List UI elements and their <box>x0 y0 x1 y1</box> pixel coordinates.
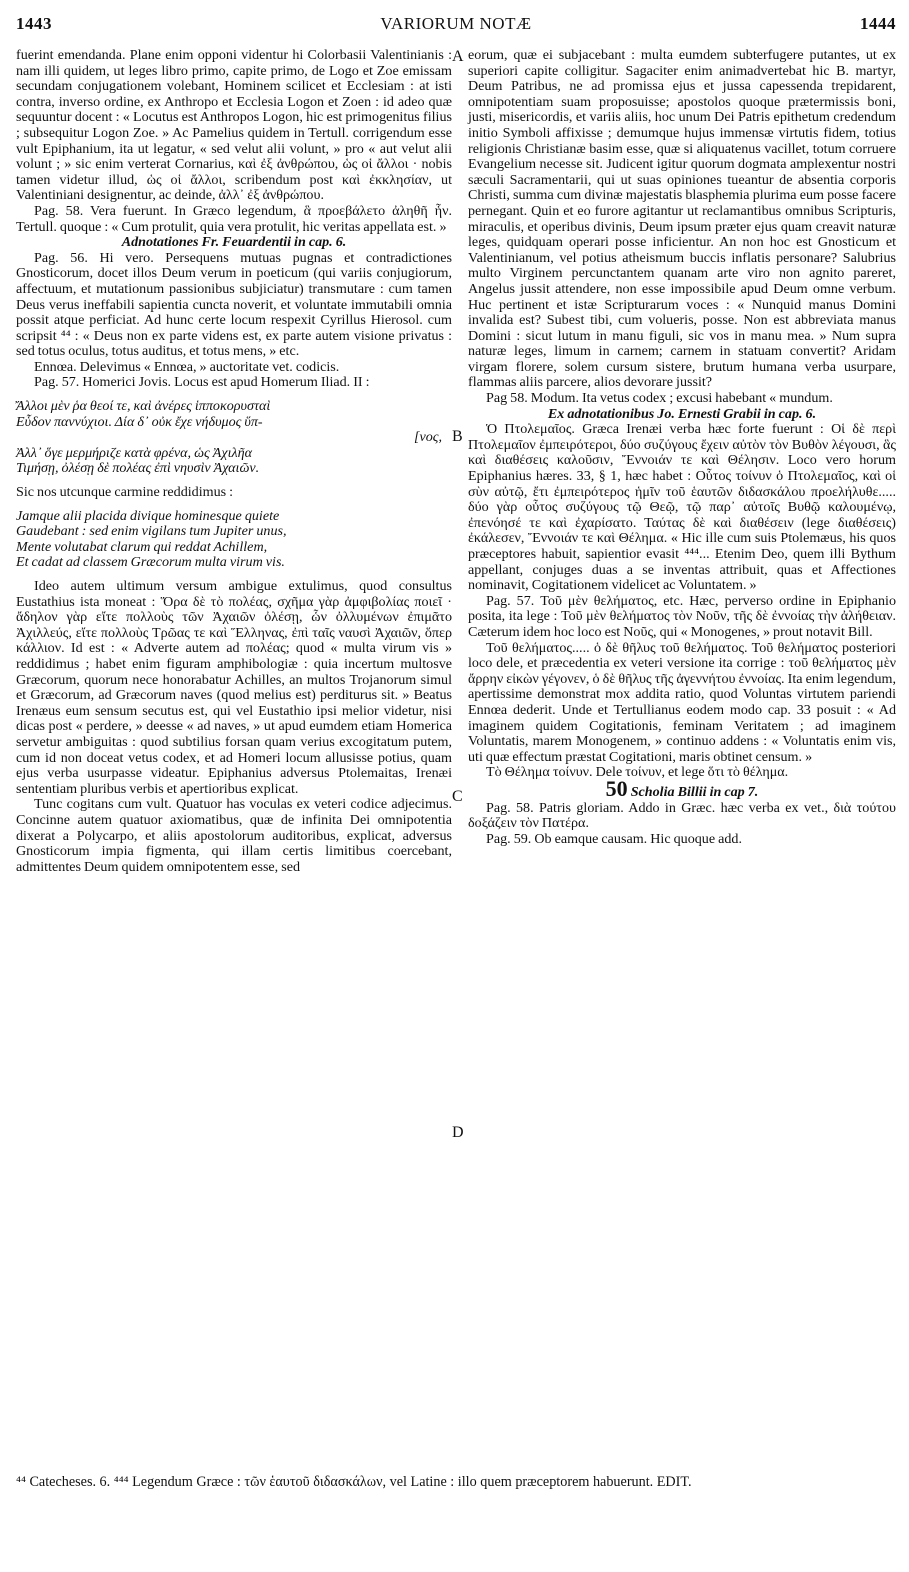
paragraph: Pag 58. Modum. Ita vetus codex ; excusi habebant « mundum. <box>486 390 833 407</box>
section-title <box>468 775 896 801</box>
paragraph: fuerint emendanda. Plane enim opponi videntur hi Colorbasii Valentinianis : nam illi quidem, ut leges libro primo, capite primo, de Logo et Zoe emissam secundam conjugationem volebant, Hominem scilicet et Ecclesiam : at isti contra, inverso ordine, ex Anthropo et Ecclesia Logon et Zoen : id adeo quæ sequuntur docent : « Locutus est Anthropos Logon, hic est primogenitus filius ; subsequitur Logon Zoe. » Ac Pamelius quidem in Tertull. corrigendum esse vult Epiphanium, ita ut legatur, « sed velut alii volunt, » pro « aut velut alii volunt ; » sic enim verterat Cornarius, καὶ ἐξ ἀνθρώπου, ὡς οἱ ἄλλοι · nobis tamen videtur illud, ὡς οἱ ἄλλοι, scribendum post καὶ ἐκκλησίαν, ut Valentiniani designentur, ac deinde, ἀλλ᾽ ἐξ ἀνθρώπου. <box>16 47 452 204</box>
paragraph: Ennœa. Delevimus « Ennœa, » auctoritate vet. codicis. <box>34 358 340 375</box>
right-column <box>468 48 896 847</box>
paragraph: Pag. 58. Vera fuerunt. In Græco legendum, ἃ προεβάλετο ἀληθῆ ἦν. Tertull. quoque : « Cum protulit, quia vera protulit, hic veritas appellata est. » <box>16 202 452 235</box>
verse-line: Gaudebant : sed enim vigilans tum Jupiter unus, <box>16 523 287 540</box>
section-heading: Adnotationes Fr. Feuardentii in cap. 6. <box>121 234 347 251</box>
page <box>16 14 896 1562</box>
paragraph: Pag. 57. Τοῦ μὲν θελήματος, etc. Hæc, perverso ordine in Epiphanio posita, ita lege : Τοῦ μὲν θελήματος τὸν Νοῦν, τῆς δὲ ἐννοίας τὴν ἀλήθειαν. Cæterum idem hoc loco est Νοῦς, qui « Monogenes, » prout notavit Bill. <box>468 592 896 640</box>
verse-line: [νος, <box>413 429 442 446</box>
paragraph: Τοῦ θελήματος..... ὁ δὲ θῆλυς τοῦ θελήματος. Τοῦ θελήματος posteriori loco dele, et præcedentia ex veteri versione ita corrige : τοῦ θελήματος μὲν ἄρρην εἰκὼν γέγονεν, ὁ δὲ θῆλυς τῆς ἀγεννήτου ἐννοίας. Ita enim legendum, apertissime demonstrat mox addita ratio, quod Voluntas virtutem pariendi Ennœa dederit. Unde et Tertullianus eodem modo cap. 33 posuit : « Ad imaginem quidem Cogitationis, feminam Veritatem ; ad imaginem Voluntatis, marem Monogenem, » continuo addens : « Voluntatis enim vis, uti quæ effectum præstat Cogitationi, maris obtinet censum. » <box>468 639 896 765</box>
verse-line: Jamque alii placida divique hominesque quiete <box>16 507 280 524</box>
paragraph: Ὁ Πτολεμαῖος. Græca Irenæi verba hæc forte fuerunt : Οἱ δὲ περὶ Πτολεμαῖον ἐμπειρότεροι, δύο συζύγους ἔχειν αὐτὸν τὸν Βυθὸν λέγουσι, ἃς καὶ διαθέσεις καλοῦσιν, Ἔννοιάν τε καὶ Θέλησιν. Loco vero horum Epiphanius hæres. 33, § 1, hæc habet : Οὗτος τοίνυν ὁ Πτολεμαῖος, καὶ οἱ σὺν αὐτῷ, ἔτι ἐμπειρότερος ἡμῖν τοῦ ἑαυτῶν διδασκάλου προελήλυθε..... δύο γὰρ οὗτος συζύγους τῷ Θεῷ, τῷ παρ᾽ αὐτοῖς Βυθῷ καλουμένῳ, ἐπενόησέ τε καὶ ἐχαρίσατο. Ταύτας δὲ καὶ διαθέσειν (lege διαθέσεις) ἐκάλεσεν, Ἔννοιάν τε καὶ Θέλημα. « Hic ille cum suis Ptolemæus, his quos præceptores habuit, sapientior evasit ⁴⁴⁴... Etenim Deo, quem illi Bythum appellant, conjuges duas a se inventas attribuit, quas et Affectiones nominavit, Cogitationem videlicet ac Voluntatem. » <box>468 421 896 594</box>
verse-line: Εὗδον παννύχιοι. Δία δ᾽ οὐκ ἔχε νήδυμος ὕπ- <box>16 413 263 430</box>
paragraph: eorum, quæ ei subjacebant : multa eumdem subterfugere putantes, ut ex superiori capite colligitur. Sagaciter enim animadvertebat hic B. martyr, Deum Patribus, ne ad promissa ejus et jussa capessenda trepidarent, omnipotentiam suam proposuisse; apostolos quoque prætermissis boni, justi, misericordis, et variis aliis, hoc unum Dei Patris epithetum credendum initio Symboli affixisse ; demumque hujus immensæ virtutis fidem, totius religionis Christianæ basim esse, quæ si aliquatenus vacillet, totum corruere Evangelium necesse sit. Judicent igitur quorum dogmata amplexentur nostri sæculi Sacramentarii, qui ut suas opiniones tueantur de absentia corporis Christi, summa cum divinæ majestatis blasphemia plurima eum posse facere pernegant. Quin et eo furore agitantur ut reclamantibus omnibus Scripturis, miraculis, et operibus divinis, Deum ipsum præter ejus quam creavit naturæ leges, quidquam operari posse inficientur. An non hoc est Gnosticum et Valentinianum, vel potius atheismum buccis inflatis personare? Salubrius multo Virginem percunctantem quanam arte viro non agnito pareret, Angelus jussit attendere, non esse impossibile apud Deum omne verbum. Huc pertinent et istæ Scripturarum voces : « Nunquid manus Domini invalida est? Subest tibi, cum volueris, posse. Non est abbreviata manus Domini : sicut lutum in manu figuli, sic vos in manu mea. » Num supra naturæ leges, limum in carnem; carnem in statuam convertit? Aridam virgam florere, solem cursum sistere, brutum humana verba usurpare, flammas aliis parcere, alios devorare jussit? <box>468 47 896 391</box>
margin-letter-a: A <box>452 48 464 65</box>
margin-letter-b: B <box>452 428 463 445</box>
verse-line: Mente volutabat clarum qui reddat Achillem, <box>16 538 268 555</box>
paragraph: Pag. 56. Hi vero. Persequens mutuas pugnas et contradictiones Gnosticorum, docet illos Deum verum in poeticum (qui variis conjugiorum, affectuum, et mutationum passionibus subjiciatur) transmutare : cum tamen Deus verus ineffabili sapientia cuncta noverit, et voluntate immutabili omnia possit atque perficiat. Ad hunc certe locum respexit Cyrillus Hierosol. cum scripsit ⁴⁴ : « Deus non ex parte videns est, ex parte autem visione privatus : sed totus oculus, totus auditus, et totus mens, » etc. <box>16 249 452 360</box>
right-page-number: 1444 <box>860 14 896 33</box>
verse-line: Et cadat ad classem Græcorum multa virum vis. <box>16 554 285 571</box>
left-column <box>16 48 452 875</box>
page-header <box>16 14 896 40</box>
footnotes: ⁴⁴ Catecheses. 6. ⁴⁴⁴ Legendum Græce : τῶν ἑαυτοῦ διδασκάλων, vel Latine : illo quem præceptorem habuerunt. EDIT. <box>16 1474 692 1490</box>
running-title: VARIORUM NOTÆ <box>380 14 532 33</box>
section-heading: Ex adnotationibus Jo. Ernesti Grabii in cap. 6. <box>547 405 817 422</box>
paragraph: Pag. 57. Homerici Jovis. Locus est apud Homerum Iliad. II : <box>34 374 370 391</box>
section-number: 50 <box>605 775 628 801</box>
verse-line: Ἀλλ᾽ ὅγε μερμήριζε κατὰ φρένα, ὡς Ἀχιλῆα <box>16 444 252 461</box>
verse-line: Ἄλλοι μὲν ῥα θεοί τε, καὶ ἀνέρες ἱπποκορυσταὶ <box>16 398 271 415</box>
greek-verse <box>16 399 452 477</box>
margin-letter-d: D <box>452 1124 464 1141</box>
left-page-number: 1443 <box>16 14 52 33</box>
paragraph: Pag. 58. Patris gloriam. Addo in Græc. hæc verba ex vet., διὰ τούτου δοξάζειν τὸν Πατέρα. <box>468 799 896 832</box>
paragraph: Tunc cogitans cum vult. Quatuor has voculas ex veteri codice adjecimus. Concinne autem quatuor axiomatibus, quæ de infinita Dei omnipotentia dixerat a Polycarpo, et aliis apostolorum auditoribus, explicat, adversus Gnosticorum impia figmenta, qui illam certis limitibus coercebant, admittentes Deum quidem omnipotentem esse, sed <box>16 796 452 875</box>
margin-letter-c: C <box>452 788 463 805</box>
paragraph: Ideo autem ultimum versum ambigue extulimus, quod consultus Eustathius ista moneat : Ὅρα δὲ τὸ πολέας, σχῆμα γὰρ ἀμφιβολίας ποιεῖ · ἄδηλον γὰρ εἴτε πολλοὺς τῶν Ἀχαιῶν ὀλέσῃ, ὧν ὀλλυμένων ἐπιμᾶτο Ἀχιλλεύς, εἴτε πολλοὺς Τρῶας τε καὶ Ἕλληνας, ἐπὶ ταῖς ναυσὶ Ἀχαιῶν, ὅπερ κάλλιον. Id est : « Adverte autem ad πολέας; quod « multa virum vis » reddidimus ; habet enim figuram amphibologiæ : quia incertum multosve Græcorum, quorum nece honorabatur Achilles, an multos Trojanorum simul et Græcorum, ad Græcorum naves (quod melius est) perditurus sit. » Beatus Irenæus eum sensum secutus est, qui vel Eustathio ipsi melior videtur, nisi dicas post « perdere, » deesse « ad naves, » ut apud eumdem etiam Homerica servetur ambiguitas : quod subtilius forsan quam verius excogitatum putem, cum id non doceat vetus codex, et ad Homeri locum allusisse potius, quam ejus verba usurpasse videatur. Epiphanius adversus Ptolemaitas, Irenæi sententiam pluribus verbis et apertioribus explicat. <box>16 578 452 797</box>
verse-line: Τιμήσῃ, ὀλέσῃ δὲ πολέας ἐπὶ νηυσὶν Ἀχαιῶν. <box>16 460 260 477</box>
paragraph: Τὸ Θέλημα τοίνυν. Dele τοίνυν, et lege ὅτι τὸ θέλημα. <box>486 764 789 781</box>
section-heading: Scholia Billii in cap 7. <box>630 783 759 800</box>
paragraph: Pag. 59. Ob eamque causam. Hic quoque add. <box>486 830 742 847</box>
verse-intro: Sic nos utcunque carmine reddidimus : <box>16 484 234 501</box>
latin-verse <box>16 509 452 571</box>
